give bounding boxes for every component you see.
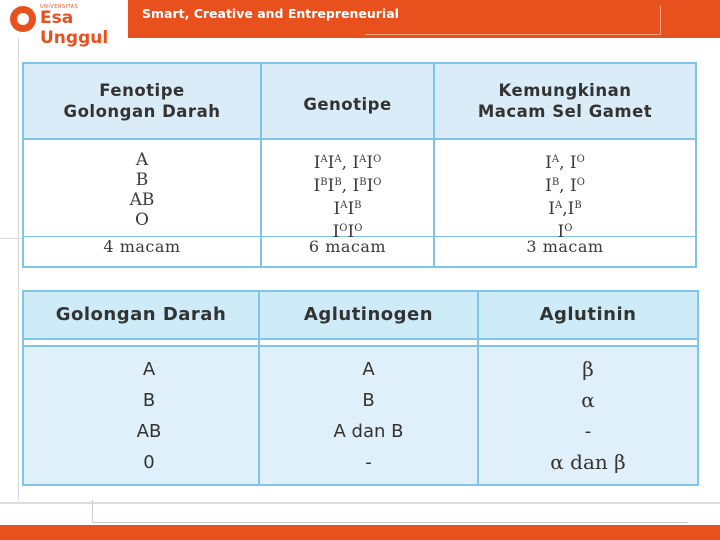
header-fenotipe-line1: Fenotipe bbox=[99, 81, 185, 100]
genotipe-item: $I^BI^B$, $I^BI^O$ bbox=[313, 176, 382, 196]
aglutinogen-item: A bbox=[362, 359, 375, 380]
aglutinin-item: α dan β bbox=[550, 450, 626, 474]
gamet-list bbox=[435, 150, 695, 242]
fenotipe-item: B bbox=[135, 170, 149, 190]
genotipe-list bbox=[262, 150, 433, 242]
total-genotipe: 6 macam bbox=[308, 237, 387, 256]
total-fenotipe: 4 macam bbox=[103, 237, 181, 256]
gamet-item: $I^O$ bbox=[557, 222, 573, 242]
header-genotipe: Genotipe bbox=[303, 95, 392, 114]
left-frame-decoration bbox=[0, 38, 19, 500]
header-fenotipe-line2: Golongan Darah bbox=[63, 102, 221, 121]
left-frame-tick bbox=[0, 238, 22, 239]
aglutinogen-item: B bbox=[362, 390, 375, 411]
fenotipe-item: AB bbox=[129, 190, 155, 210]
golongan-item: 0 bbox=[143, 452, 155, 473]
golongan-item: AB bbox=[136, 421, 162, 442]
agglutination-table bbox=[22, 290, 699, 486]
fenotipe-item: O bbox=[135, 210, 149, 230]
gamet-item: $I^B$, $I^O$ bbox=[545, 176, 585, 196]
header-gamet-line1: Kemungkinan bbox=[498, 81, 632, 100]
logo-mark-icon bbox=[10, 6, 36, 32]
aglutinin-item: - bbox=[584, 421, 592, 442]
header-aglutinin: Aglutinin bbox=[539, 304, 637, 325]
logo bbox=[0, 0, 128, 48]
genotipe-item: $I^AI^A$, $I^AI^O$ bbox=[313, 153, 382, 173]
aglutinogen-list bbox=[260, 354, 477, 478]
footer-frame bbox=[92, 500, 688, 523]
logo-text: Esa Unggul bbox=[40, 8, 109, 48]
genotipe-item: $I^AI^B$ bbox=[333, 199, 362, 219]
gamet-item: $I^A$, $I^O$ bbox=[545, 153, 585, 173]
genotype-table bbox=[22, 62, 697, 268]
fenotipe-list bbox=[24, 150, 260, 230]
aglutinin-item: β bbox=[582, 357, 594, 381]
logo-small-text: UNIVERSITAS bbox=[40, 4, 79, 10]
header-decoration bbox=[365, 6, 661, 35]
aglutinin-list bbox=[479, 354, 697, 478]
header-golongan-darah: Golongan Darah bbox=[55, 304, 227, 325]
tagline: Smart, Creative and Entrepreneurial bbox=[142, 6, 399, 21]
footer-bar bbox=[0, 525, 720, 540]
header-gamet bbox=[435, 80, 695, 122]
aglutinin-item: α bbox=[581, 388, 595, 412]
fenotipe-item: A bbox=[135, 150, 149, 170]
aglutinogen-item: - bbox=[365, 452, 372, 473]
total-gamet: 3 macam bbox=[526, 237, 604, 256]
gamet-item: $I^A,I^B$ bbox=[548, 199, 582, 219]
header-gamet-line2: Macam Sel Gamet bbox=[477, 102, 653, 121]
aglutinogen-item: A dan B bbox=[333, 421, 404, 442]
row-divider bbox=[24, 345, 697, 347]
golongan-item: B bbox=[142, 390, 156, 411]
header-bar bbox=[0, 0, 720, 48]
header-aglutinogen: Aglutinogen bbox=[303, 304, 434, 325]
genotipe-item: $I^OI^O$ bbox=[332, 222, 363, 242]
golongan-item: A bbox=[142, 359, 156, 380]
header-fenotipe bbox=[24, 80, 260, 122]
golongan-list bbox=[24, 354, 274, 478]
